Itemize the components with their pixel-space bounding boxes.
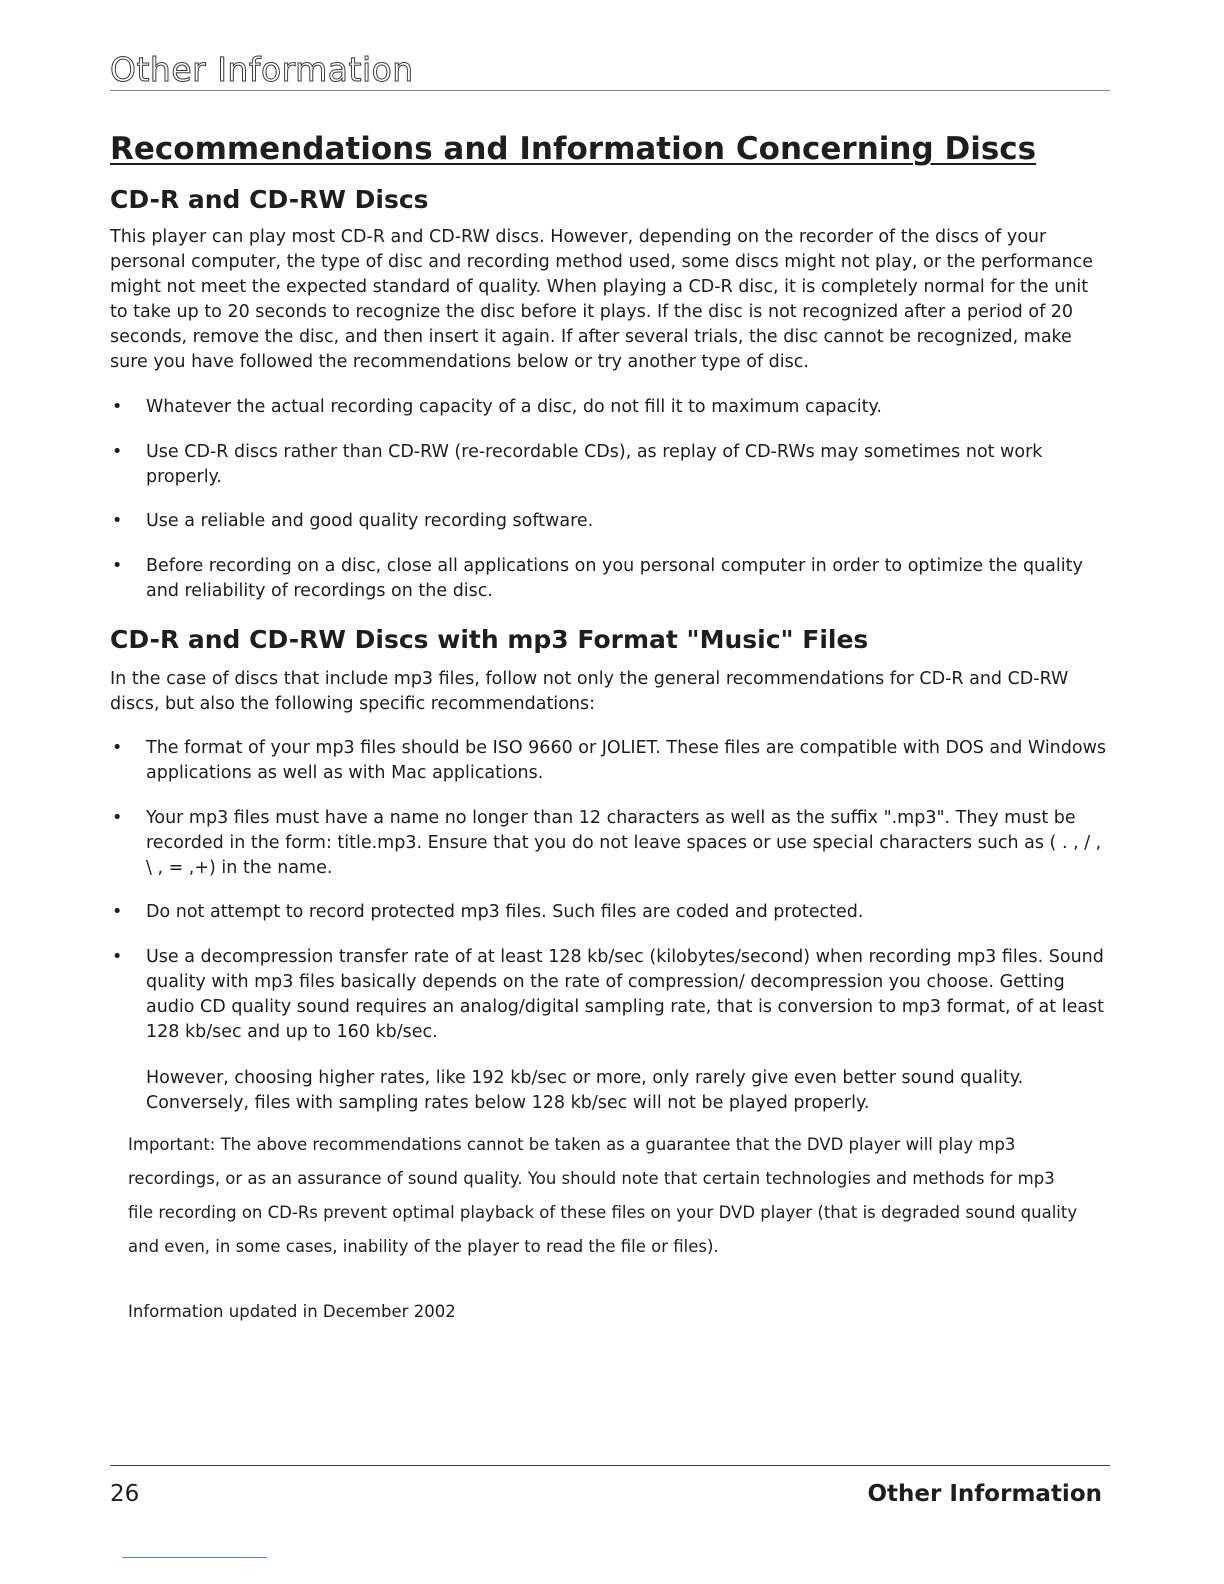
cdr-bullet-text: Use CD-R discs rather than CD-RW (re-recordable CDs), as replay of CD-RWs may sometimes not work properly. <box>146 442 1043 487</box>
cdr-bullet-text: Whatever the actual recording capacity of a disc, do not fill it to maximum capacity. <box>146 397 882 417</box>
mp3-bullet <box>110 806 1110 881</box>
cdr-bullet <box>110 554 1110 604</box>
mp3-continuation: However, choosing higher rates, like 192 kb/sec or more, only rarely give even better sound quality. Conversely, files with sampling rates below 128 kb/sec will not be played properly. <box>146 1068 1024 1113</box>
scan-line-mark <box>122 1557 267 1558</box>
section-header-title: Other Information <box>110 50 414 89</box>
mp3-bullet-text: The format of your mp3 files should be ISO 9660 or JOLIET. These files are compatible with DOS and Windows applications as well as with Mac applications. <box>146 738 1107 783</box>
mp3-bullet-text: Your mp3 files must have a name no longer than 12 characters as well as the suffix ".mp3". They must be recorded in the form: title.mp3. Ensure that you do not leave spaces or use special characters such as ( . , / , \ , = ,+) in the name. <box>146 808 1102 878</box>
updated-note: Information updated in December 2002 <box>128 1302 456 1321</box>
cdr-bullet-text: Before recording on a disc, close all applications on you personal computer in order to optimize the quality and reliability of recordings on the disc. <box>146 556 1083 601</box>
cdr-heading: CD-R and CD-RW Discs <box>110 185 429 214</box>
mp3-bullet <box>110 900 1110 925</box>
mp3-bullet-text: Do not attempt to record protected mp3 files. Such files are coded and protected. <box>146 902 864 922</box>
cdr-bullet <box>110 509 1110 534</box>
mp3-heading: CD-R and CD-RW Discs with mp3 Format "Music" Files <box>110 625 869 654</box>
footer-divider <box>110 1465 1110 1466</box>
bullet-icon: • <box>112 511 123 531</box>
cdr-bullet <box>110 395 1110 420</box>
page-heading: Recommendations and Information Concerning Discs <box>110 131 1037 167</box>
section-header <box>110 50 1110 91</box>
bullet-icon: • <box>112 808 123 828</box>
cdr-bullet <box>110 440 1110 490</box>
important-note: Important: The above recommendations cannot be taken as a guarantee that the DVD player will play mp3 recordings, or as an assurance of sound quality. You should note that certain technologies and methods for mp3 file recording on CD-Rs prevent optimal playback of these files on your DVD player (that is degraded sound quality and even, in some cases, inability of the player to read the file or files). <box>128 1135 1078 1256</box>
bullet-icon: • <box>112 442 123 462</box>
cdr-bullet-text: Use a reliable and good quality recording software. <box>146 511 594 531</box>
bullet-icon: • <box>112 556 123 576</box>
mp3-bullet <box>110 945 1110 1045</box>
mp3-intro: In the case of discs that include mp3 files, follow not only the general recommendations for CD-R and CD-RW discs, but also the following specific recommendations: <box>110 669 1069 714</box>
bullet-icon: • <box>112 947 123 967</box>
bullet-icon: • <box>112 738 123 758</box>
footer-section-title: Other Information <box>867 1481 1102 1507</box>
cdr-intro: This player can play most CD-R and CD-RW discs. However, depending on the recorder of the discs of your personal computer, the type of disc and recording method used, some discs might not play, or the performance might not meet the expected standard of quality. When playing a CD-R disc, it is completely normal for the unit to take up to 20 seconds to recognize the disc before it plays. If the disc is not recognized after a period of 20 seconds, remove the disc, and then insert it again. If after several trials, the disc cannot be recognized, make sure you have followed the recommendations below or try another type of disc. <box>110 227 1094 372</box>
page-number: 26 <box>110 1481 140 1507</box>
mp3-bullet-text: Use a decompression transfer rate of at least 128 kb/sec (kilobytes/second) when recording mp3 files. Sound quality with mp3 files basically depends on the rate of compression/ decompression you choose. Getting audio CD quality sound requires an analog/digital sampling rate, that is conversion to mp3 format, of at least 128 kb/sec and up to 160 kb/sec. <box>146 947 1105 1042</box>
mp3-bullet <box>110 736 1110 786</box>
bullet-icon: • <box>112 902 123 922</box>
bullet-icon: • <box>112 397 123 417</box>
